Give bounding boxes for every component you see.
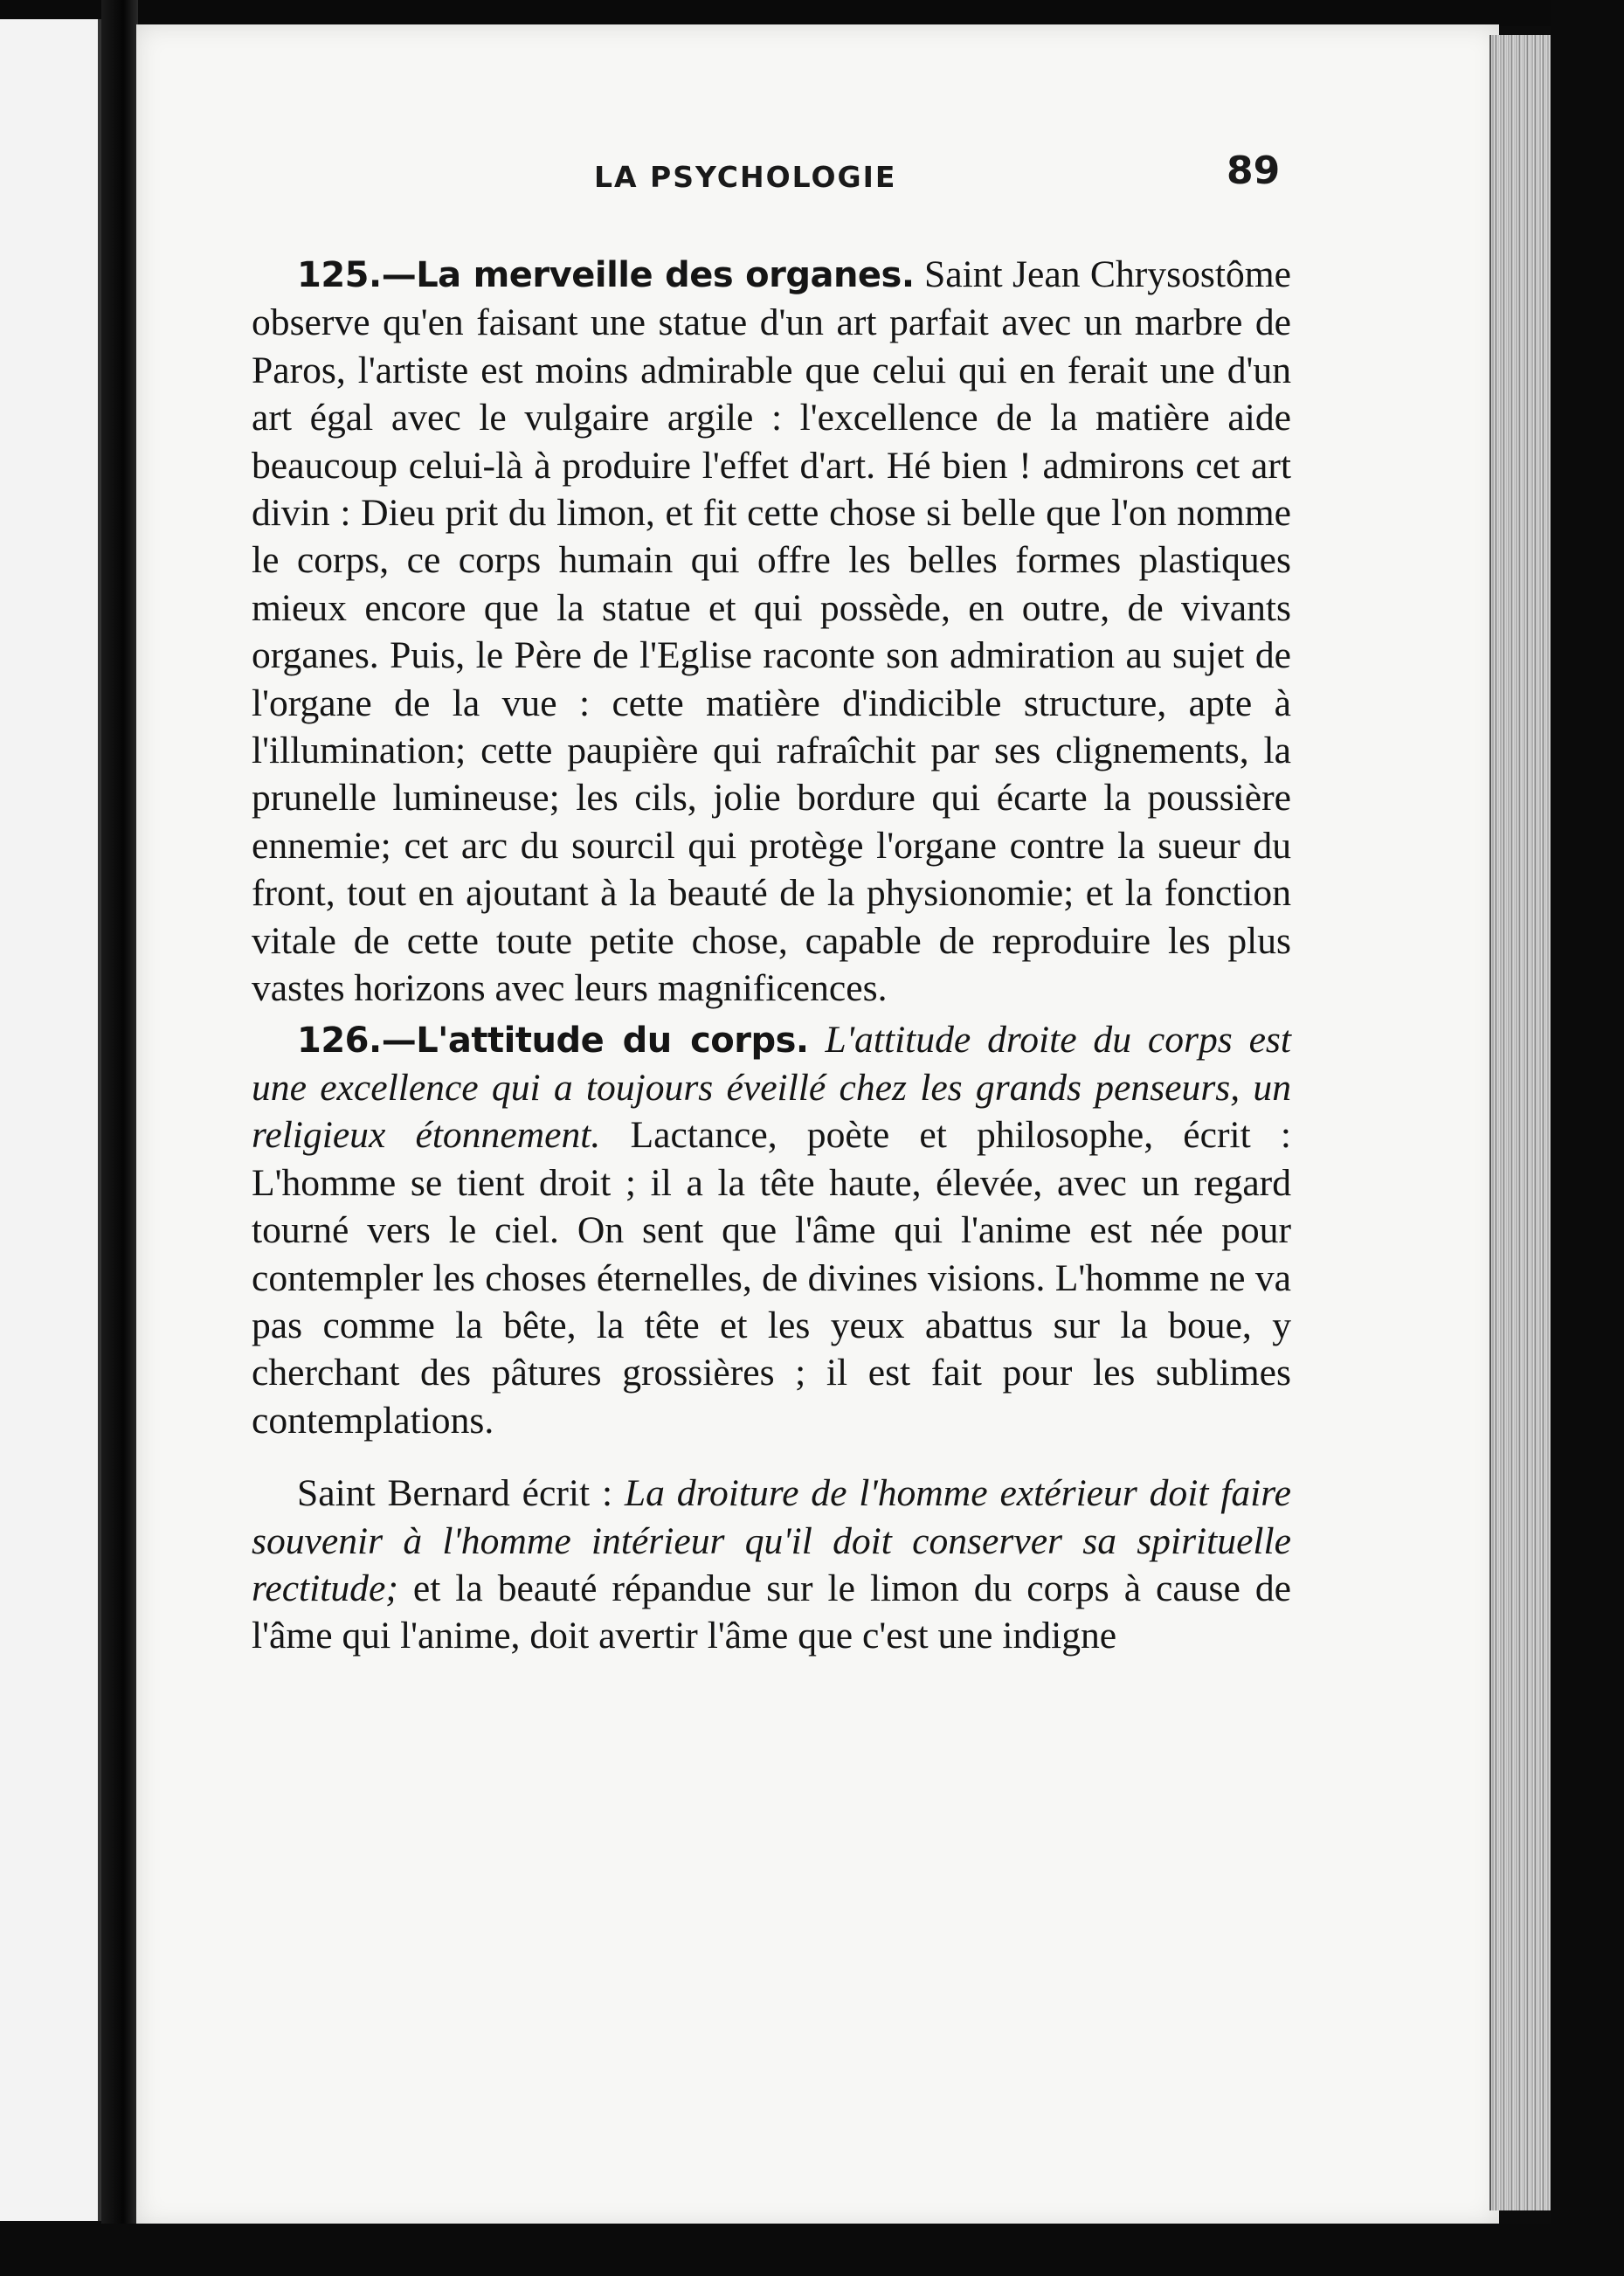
page-number: 89 — [1227, 149, 1281, 193]
paragraph-body: Lactance, poète et philosophe, écrit : L'homme se tient droit ; il a la tête haute, élevée, avec un regard tourné vers le ciel. On sent que l'âme qui l'anime est née pour contempler les choses éternelles, de divines visions. L'homme ne va pas comme la bête, la tête et les yeux abattus sur la boue, y cherchant des pâtures grossières ; il est fait pour les sublimes contemplations. — [252, 1114, 1292, 1442]
paragraph-body: et la beauté répandue sur le limon du corps à cause de l'âme qui l'anime, doit avertir l'âme que c'est une indigne — [252, 1567, 1291, 1657]
paragraph-lead: Saint Bernard écrit : — [297, 1472, 613, 1515]
paragraph-126 — [252, 1016, 1291, 1445]
paragraph-125 — [252, 251, 1291, 1013]
page-stack-edges — [1489, 35, 1552, 2210]
section-heading-125: 125.—La merveille des organes. — [297, 255, 915, 295]
section-heading-126: 126.—L'attitude du corps. — [297, 1020, 809, 1061]
facing-page-edge — [0, 19, 101, 2221]
scan-border-top — [0, 0, 1624, 26]
italic-lead: L'attitude droite du corps est une excellence qui a toujours éveillé chez les grands penseurs, un religieux étonnement. — [252, 1018, 1291, 1157]
italic-quote: La droiture de l'homme extérieur doit faire souvenir à l'homme intérieur qu'il doit conserver sa spirituelle rectitude; — [252, 1472, 1291, 1609]
scan-border-bottom — [0, 2224, 1624, 2276]
paragraph-body: Saint Jean Chrysostôme observe qu'en faisant une statue d'un art parfait avec un marbre de Paros, l'artiste est moins admirable que celui qui en ferait une d'un art égal avec le vulgaire argile : l'excellence de la matière aide beaucoup celui-là à produire l'effet d'art. Hé bien ! admirons cet art divin : Dieu prit du limon, et fit cette chose si belle que l'on nomme le corps, ce corps humain qui offre les belles formes plastiques mieux encore que la statue et qui possède, en outre, de vivants organes. Puis, le Père de l'Eglise raconte son admiration au sujet de l'organe de la vue : cette matière d'indicible structure, apte à l'illumination; cette paupière qui rafraîchit par ses clignements, la prunelle lumineuse; les cils, jolie bordure qui écarte la poussière ennemie; cet arc du sourcil qui protège l'organe contre la sueur du front, tout en ajoutant à la beauté de la physionomie; et la fonction vitale de cette toute petite chose, capable de reproduire les plus vastes horizons avec leurs magnificences. — [252, 253, 1291, 1010]
scan-border-right — [1551, 0, 1624, 2276]
paragraph-bernard — [252, 1470, 1291, 1660]
page-text — [252, 251, 1291, 1660]
running-title: LA PSYCHOLOGIE — [594, 160, 897, 194]
book-gutter — [101, 0, 138, 2276]
